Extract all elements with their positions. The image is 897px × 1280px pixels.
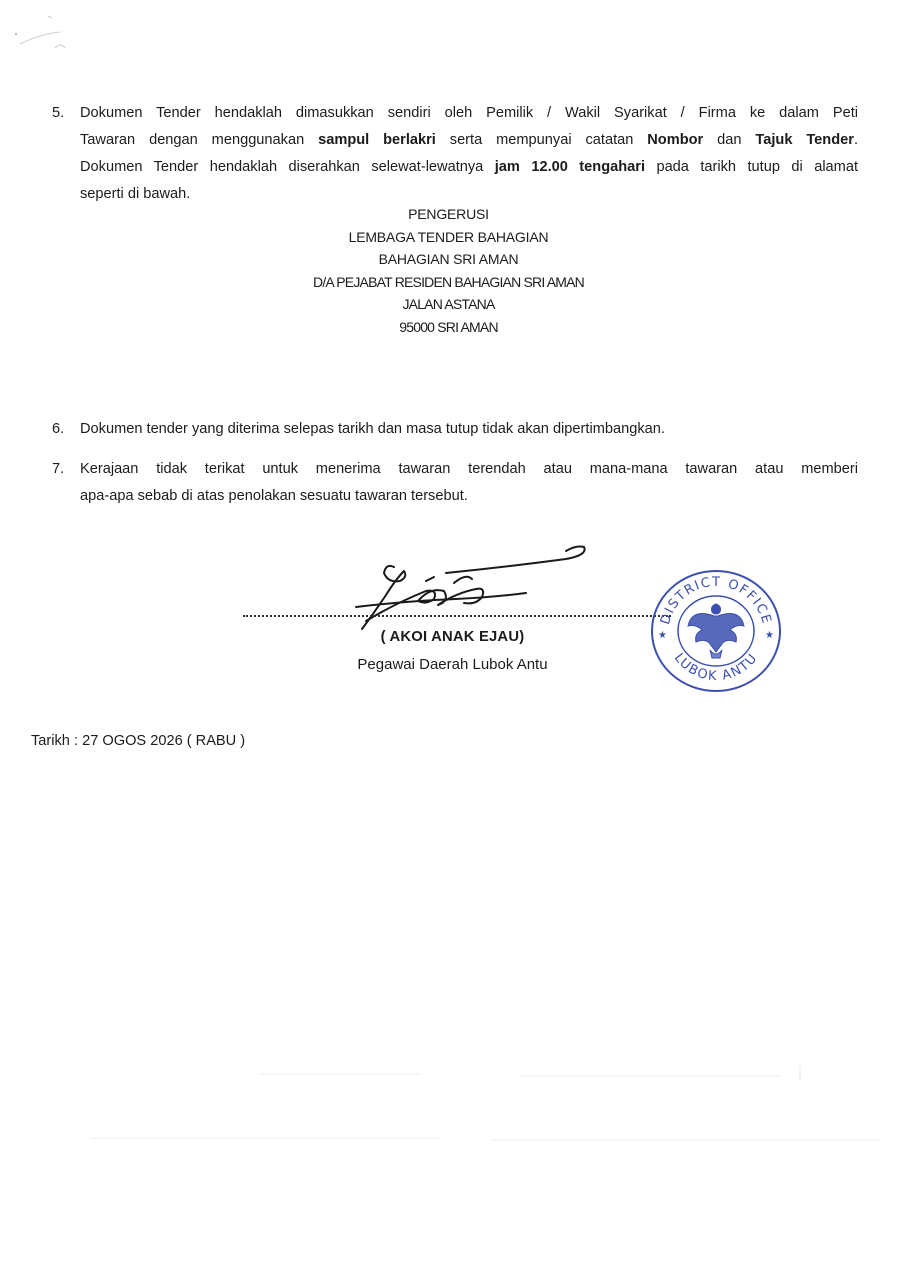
text-run: Tawaran dengan menggunakan — [80, 132, 319, 148]
scan-smudge — [10, 4, 110, 54]
address-line: PENGERUSI — [408, 206, 489, 222]
address-line: JALAN ASTANA — [402, 296, 495, 313]
clause-number: 6. — [52, 421, 65, 437]
text-run: pada tarikh tutup di alamat — [645, 159, 859, 175]
svg-text:★: ★ — [658, 630, 667, 641]
address-line: LEMBAGA TENDER BAHAGIAN — [348, 228, 549, 245]
clause-line — [80, 100, 858, 127]
signatory-title: Pegawai Daerah Lubok Antu — [357, 656, 548, 673]
svg-text:DISTRICT OFFICE: DISTRICT OFFICE — [657, 574, 775, 627]
svg-text:★: ★ — [765, 630, 774, 641]
signatory-name: ( AKOI ANAK EJAU) — [380, 629, 525, 645]
text-run: serta mempunyai catatan — [435, 132, 648, 148]
bold-text-run: Nombor — [647, 132, 704, 148]
text-run: Dokumen Tender hendaklah dimasukkan sendiri oleh Pemilik / Wakil Syarikat / Firma ke dalam Peti — [80, 105, 858, 121]
clause-number: 7. — [52, 461, 65, 477]
signature-line — [243, 615, 671, 617]
clause-7 — [52, 456, 858, 510]
text-run: Dokumen Tender hendaklah diserahkan selewat-lewatnya — [80, 159, 495, 175]
text-run: Dokumen tender yang diterima selepas tarikh dan masa tutup tidak akan dipertimbangkan. — [80, 421, 665, 437]
clause-line — [80, 456, 858, 483]
text-run: . — [853, 132, 858, 148]
clause-6 — [52, 416, 858, 443]
address-line: BAHAGIAN SRI AMAN — [378, 251, 519, 268]
clause-number: 5. — [52, 105, 65, 121]
clause-line — [80, 483, 858, 510]
bold-text-run: Tajuk Tender — [755, 132, 854, 148]
scan-noise — [0, 1128, 897, 1148]
text-run: Kerajaan tidak terikat untuk menerima tawaran terendah atau mana-mana tawaran atau memberi — [80, 461, 858, 477]
text-run: seperti di bawah. — [80, 186, 191, 202]
tender-address — [0, 203, 897, 339]
document-date: Tarikh : 27 OGOS 2026 ( RABU ) — [31, 733, 246, 749]
bold-text-run: jam 12.00 tengahari — [494, 159, 645, 175]
clause-text — [80, 100, 858, 208]
clause-line — [80, 127, 858, 154]
handwritten-signature — [326, 543, 596, 643]
address-line: 95000 SRI AMAN — [399, 318, 498, 335]
bold-text-run: sampul berlakri — [318, 132, 436, 148]
clause-line — [80, 416, 858, 443]
text-run: apa-apa sebab di atas penolakan sesuatu tawaran tersebut. — [80, 488, 468, 504]
clause-text — [80, 456, 858, 510]
clause-text — [80, 416, 858, 443]
text-run: dan — [703, 132, 756, 148]
svg-text:LUBOK ANTU: LUBOK ANTU — [670, 650, 762, 685]
scan-noise — [0, 1064, 897, 1084]
clause-line — [80, 154, 858, 181]
address-line: D/A PEJABAT RESIDEN BAHAGIAN SRI AMAN — [313, 273, 584, 290]
district-office-stamp — [648, 568, 784, 694]
clause-5 — [52, 100, 858, 208]
